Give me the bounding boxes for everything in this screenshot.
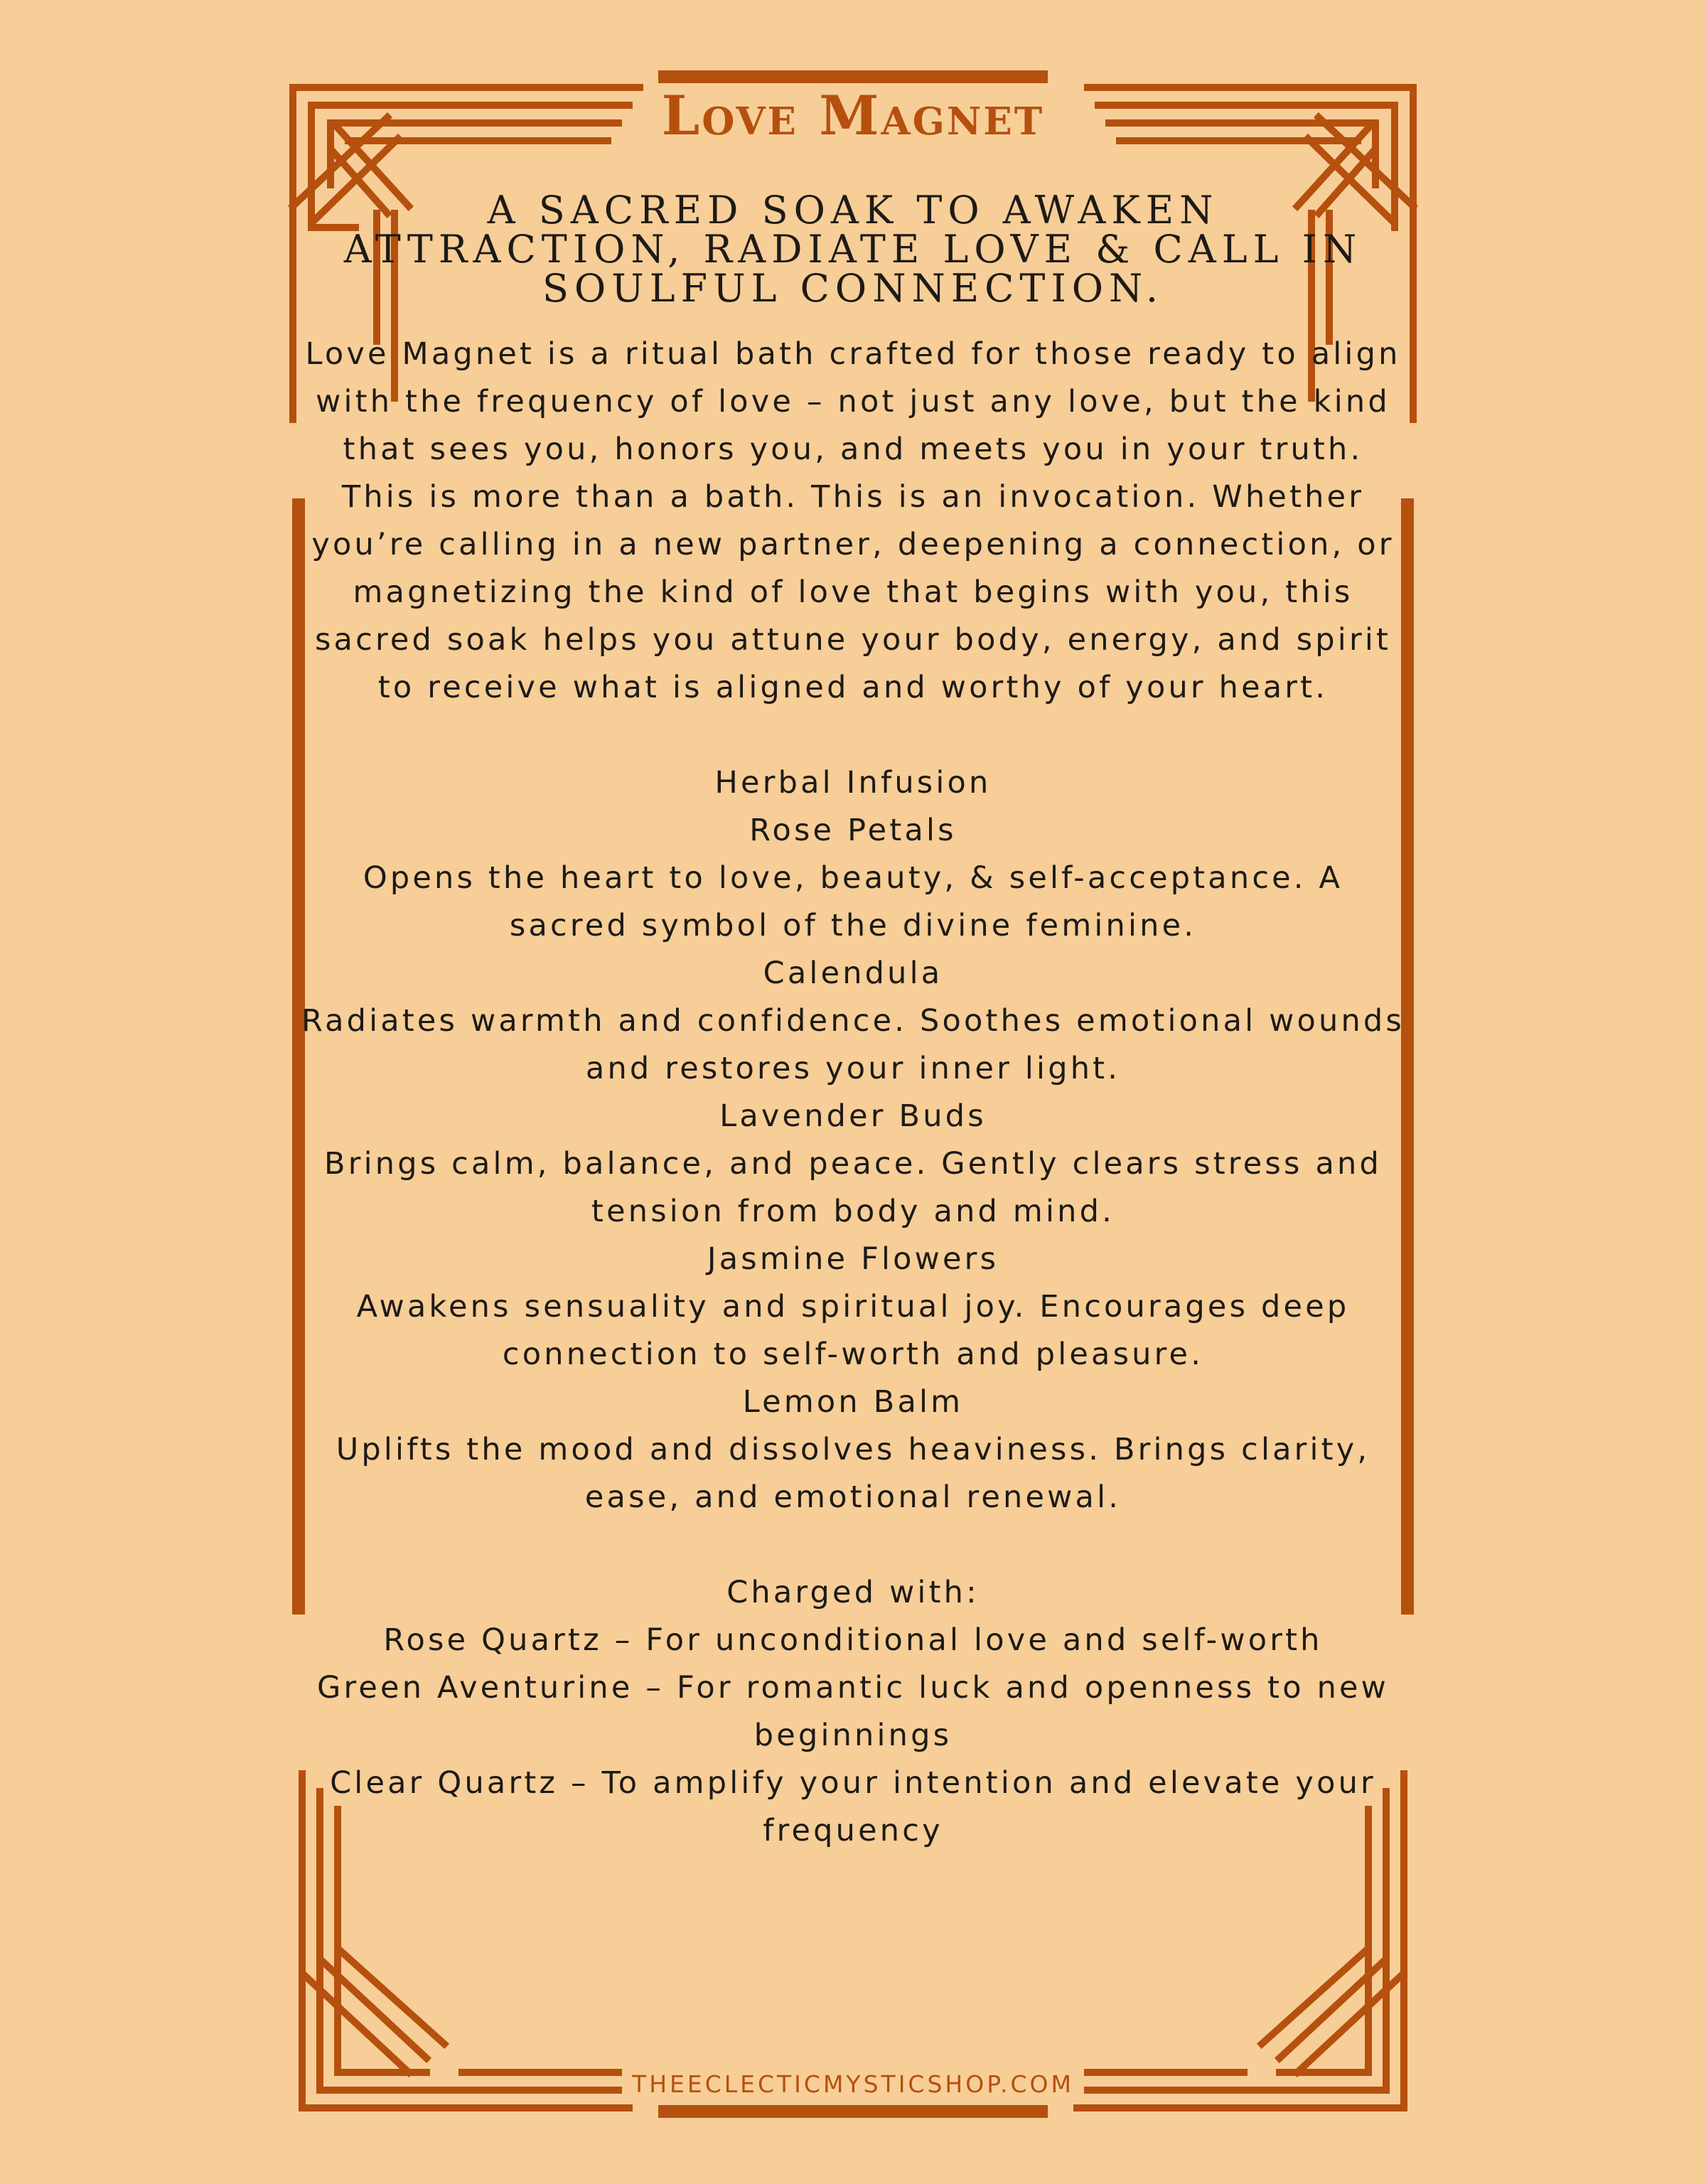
herb-name: Calendula (763, 956, 943, 991)
crystal-item: Green Aventurine – For romantic luck and openness to new beginnings (316, 1670, 1390, 1753)
description-body (299, 331, 1407, 1855)
herb-description: Uplifts the mood and dissolves heaviness. Brings clarity, ease, and emotional renewal. (336, 1432, 1370, 1515)
website-footer: THEECLECTICMYSTICSHOP.COM (632, 2070, 1074, 2098)
herbal-heading: Herbal Infusion (714, 765, 992, 801)
intro-paragraph: Love Magnet is a ritual bath crafted for those ready to align with the frequency of love – not just any love, but the kind that sees you, honors you, and meets you in your truth. (305, 336, 1401, 467)
herb-name: Lavender Buds (719, 1098, 987, 1134)
herb-description: Brings calm, balance, and peace. Gently clears stress and tension from body and mind. (324, 1146, 1382, 1229)
crystal-item: Clear Quartz – To amplify your intention and elevate your frequency (330, 1765, 1376, 1848)
page-title: Love Magnet (661, 84, 1045, 147)
herb-name: Jasmine Flowers (707, 1241, 999, 1277)
herb-name: Lemon Balm (742, 1384, 964, 1420)
herb-name: Rose Petals (749, 813, 957, 848)
charged-heading: Charged with: (726, 1575, 980, 1610)
herb-description: Awakens sensuality and spiritual joy. Encourages deep connection to self-worth and pleasure. (356, 1289, 1350, 1372)
crystal-item: Rose Quartz – For unconditional love and self-worth (383, 1622, 1323, 1658)
herb-description: Opens the heart to love, beauty, & self-acceptance. A sacred symbol of the divine feminine. (363, 860, 1343, 943)
page-subtitle: A SACRED SOAK TO AWAKEN ATTRACTION, RADIATE LOVE & CALL IN SOULFUL CONNECTION. (343, 188, 1363, 311)
intro-paragraph: This is more than a bath. This is an invocation. Whether you’re calling in a new partner, deepening a connection, or magnetizing the kind of love that begins with you, this sacred soak helps you attune your body, energy, and spirit to receive what is aligned and worthy of your heart. (311, 479, 1395, 705)
herb-description: Radiates warmth and confidence. Soothes emotional wounds and restores your inner light. (301, 1003, 1405, 1086)
